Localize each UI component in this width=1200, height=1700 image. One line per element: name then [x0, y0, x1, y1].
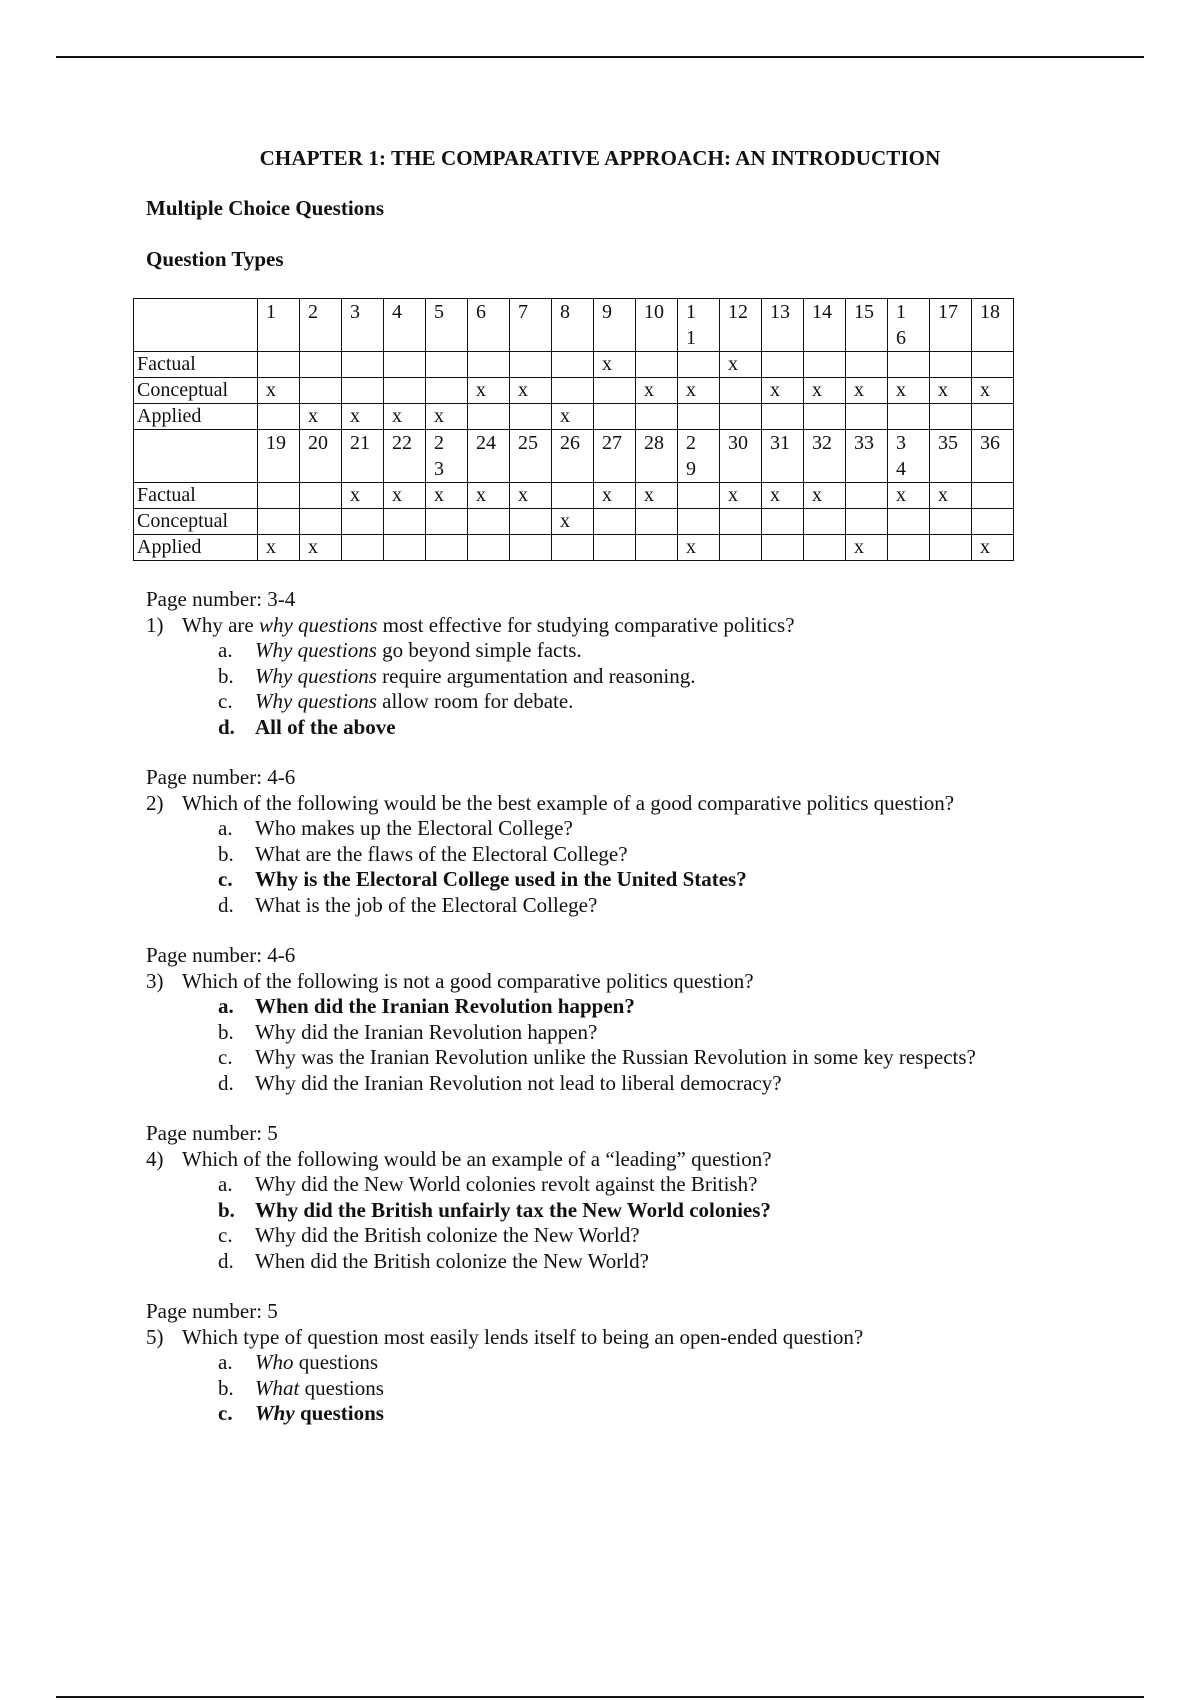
answer-option-correct: c. Why is the Electoral College used in the United States? [218, 867, 747, 891]
mark-cell: x [804, 483, 846, 509]
question-number-cell [720, 299, 762, 352]
question-block [146, 1121, 1146, 1274]
question-block [146, 765, 1146, 918]
mark-cell [300, 509, 342, 535]
answer-option-correct: a. When did the Iranian Revolution happen? [218, 994, 635, 1018]
question-number-cell [846, 299, 888, 352]
option-letter: a. [218, 1172, 233, 1196]
mark-cell: x [468, 378, 510, 404]
question-number-cell [384, 430, 426, 483]
question-number: 9 [686, 458, 696, 480]
question-number-cell [426, 299, 468, 352]
table-row [134, 483, 1014, 509]
question-number: 5 [434, 301, 444, 323]
mark-cell [594, 378, 636, 404]
mark-cell: x [678, 378, 720, 404]
table-row [134, 404, 1014, 430]
question-number-cell [972, 430, 1014, 483]
question-number-cell [762, 430, 804, 483]
mark-cell [552, 352, 594, 378]
mark-cell [258, 352, 300, 378]
option-letter: c. [218, 1223, 233, 1247]
question-number: 9 [602, 301, 612, 323]
question-number-cell [594, 430, 636, 483]
question-number: 32 [812, 432, 832, 454]
mark-cell [972, 404, 1014, 430]
question-number: 27 [602, 432, 622, 454]
answer-option: a. Who makes up the Electoral College? [218, 816, 573, 840]
question-number-cell [888, 430, 930, 483]
question-number: 3 [434, 458, 444, 480]
mark-cell: x [846, 535, 888, 561]
mark-cell [510, 509, 552, 535]
mark-cell [678, 483, 720, 509]
question-text: 5) Which type of question most easily lends itself to being an open-ended question? [146, 1324, 864, 1349]
question-number-cell [930, 299, 972, 352]
question-number: 2 [308, 301, 318, 323]
mark-cell [426, 352, 468, 378]
mark-cell [972, 509, 1014, 535]
section-heading-multiple-choice: Multiple Choice Questions [146, 196, 385, 220]
mark-cell [510, 352, 552, 378]
mark-cell: x [888, 378, 930, 404]
mark-cell: x [636, 483, 678, 509]
mark-cell: x [594, 352, 636, 378]
question-number-cell [678, 430, 720, 483]
option-letter: d. [218, 1248, 234, 1273]
mark-cell [762, 404, 804, 430]
mark-cell [720, 535, 762, 561]
mark-cell: x [762, 378, 804, 404]
option-letter: c. [218, 867, 233, 891]
mark-cell: x [972, 378, 1014, 404]
question-number-cell [846, 430, 888, 483]
question-number-cell [384, 299, 426, 352]
table-row [134, 509, 1014, 535]
option-letter: b. [218, 663, 234, 688]
question-block [146, 587, 1146, 740]
question-number-cell [678, 299, 720, 352]
question-number: 28 [644, 432, 664, 454]
mark-cell [804, 404, 846, 430]
option-letter: c. [218, 1045, 233, 1069]
mark-cell [720, 509, 762, 535]
bottom-rule [56, 1696, 1144, 1698]
mark-cell [594, 535, 636, 561]
mark-cell [384, 352, 426, 378]
mark-cell [342, 535, 384, 561]
row-label: Factual [134, 352, 258, 378]
chapter-title: CHAPTER 1: THE COMPARATIVE APPROACH: AN INTRODUCTION [259, 146, 941, 170]
mark-cell [426, 509, 468, 535]
question-number-cell [930, 430, 972, 483]
answer-option: d. Why did the Iranian Revolution not lead to liberal democracy? [218, 1070, 782, 1095]
answer-option: b. Why questions require argumentation and reasoning. [218, 663, 696, 688]
row-label: Conceptual [134, 378, 258, 404]
question-number: 33 [854, 432, 874, 454]
mark-cell [594, 509, 636, 535]
question-number: 22 [392, 432, 412, 454]
mark-cell [678, 404, 720, 430]
question-number-cell [510, 299, 552, 352]
mark-cell: x [720, 483, 762, 509]
mark-cell: x [342, 483, 384, 509]
answer-option-correct: b. Why did the British unfairly tax the New World colonies? [218, 1197, 771, 1222]
question-number: 14 [812, 301, 832, 323]
table-row [134, 352, 1014, 378]
mark-cell [384, 535, 426, 561]
option-letter: a. [218, 638, 233, 662]
mark-cell: x [594, 483, 636, 509]
mark-cell [804, 509, 846, 535]
question-text: 1) Why are why questions most effective for studying comparative politics? [146, 612, 795, 637]
question-block [146, 1299, 1146, 1427]
mark-cell [636, 535, 678, 561]
question-number: 2 [686, 432, 696, 454]
mark-cell [888, 404, 930, 430]
question-number: 4 [896, 458, 906, 480]
option-letter: a. [218, 994, 234, 1018]
mark-cell [426, 535, 468, 561]
question-text: 3) Which of the following is not a good comparative politics question? [146, 968, 754, 993]
mark-cell [342, 352, 384, 378]
mark-cell [552, 378, 594, 404]
question-number-cell [468, 430, 510, 483]
mark-cell [804, 535, 846, 561]
question-text: 4) Which of the following would be an example of a “leading” question? [146, 1146, 772, 1171]
question-number: 3 [350, 301, 360, 323]
question-number: 3) [146, 968, 164, 993]
mark-cell [552, 483, 594, 509]
mark-cell [846, 483, 888, 509]
question-number: 7 [518, 301, 528, 323]
table-corner-cell [134, 430, 258, 483]
mark-cell [258, 509, 300, 535]
mark-cell [972, 352, 1014, 378]
table-header-row [134, 430, 1014, 483]
mark-cell: x [426, 404, 468, 430]
mark-cell [762, 535, 804, 561]
question-types-table [133, 298, 1014, 561]
question-number-cell [300, 299, 342, 352]
question-number: 21 [350, 432, 370, 454]
mark-cell [888, 509, 930, 535]
question-number-cell [804, 299, 846, 352]
mark-cell: x [846, 378, 888, 404]
mark-cell [720, 378, 762, 404]
page-number: Page number: 4-6 [146, 943, 296, 967]
mark-cell [510, 404, 552, 430]
questions-list [146, 587, 1146, 1452]
mark-cell: x [384, 404, 426, 430]
option-letter: b. [218, 1019, 234, 1044]
mark-cell [972, 483, 1014, 509]
table-row [134, 535, 1014, 561]
mark-cell: x [930, 378, 972, 404]
question-number: 18 [980, 301, 1000, 323]
question-number-cell [426, 430, 468, 483]
mark-cell [888, 352, 930, 378]
option-letter: c. [218, 1401, 233, 1425]
row-label: Factual [134, 483, 258, 509]
option-letter: b. [218, 1375, 234, 1400]
option-letter: a. [218, 1350, 233, 1374]
question-number-cell [342, 430, 384, 483]
question-number-cell [258, 430, 300, 483]
mark-cell [762, 509, 804, 535]
answer-option: b. Why did the Iranian Revolution happen? [218, 1019, 598, 1044]
answer-option: a. Who questions [218, 1350, 379, 1374]
question-number-cell [468, 299, 510, 352]
mark-cell: x [930, 483, 972, 509]
question-number: 36 [980, 432, 1000, 454]
mark-cell [762, 352, 804, 378]
question-number-cell [552, 430, 594, 483]
top-rule [56, 56, 1144, 58]
mark-cell [300, 378, 342, 404]
question-number: 17 [938, 301, 958, 323]
section-heading-question-types: Question Types [146, 247, 284, 271]
question-number: 1 [686, 327, 696, 349]
mark-cell: x [888, 483, 930, 509]
mark-cell: x [258, 535, 300, 561]
mark-cell [300, 483, 342, 509]
row-label: Conceptual [134, 509, 258, 535]
answer-option: d. What is the job of the Electoral College? [218, 892, 598, 917]
question-text: 2) Which of the following would be the best example of a good comparative politics question? [146, 790, 955, 815]
question-number-cell [552, 299, 594, 352]
answer-option: c. Why did the British colonize the New World? [218, 1223, 640, 1247]
question-number: 4) [146, 1146, 164, 1171]
question-number: 35 [938, 432, 958, 454]
mark-cell: x [426, 483, 468, 509]
question-number: 30 [728, 432, 748, 454]
mark-cell [804, 352, 846, 378]
mark-cell [678, 352, 720, 378]
mark-cell [846, 352, 888, 378]
table-header-row [134, 299, 1014, 352]
mark-cell: x [300, 404, 342, 430]
mark-cell [300, 352, 342, 378]
question-number: 20 [308, 432, 328, 454]
question-number: 8 [560, 301, 570, 323]
mark-cell: x [720, 352, 762, 378]
mark-cell: x [300, 535, 342, 561]
answer-option: c. Why was the Iranian Revolution unlike the Russian Revolution in some key respects? [218, 1045, 976, 1069]
answer-option: a. Why questions go beyond simple facts. [218, 638, 582, 662]
mark-cell [468, 509, 510, 535]
mark-cell: x [384, 483, 426, 509]
mark-cell [468, 352, 510, 378]
mark-cell: x [342, 404, 384, 430]
question-number-cell [762, 299, 804, 352]
page-number: Page number: 3-4 [146, 587, 296, 611]
answer-option: a. Why did the New World colonies revolt against the British? [218, 1172, 758, 1196]
question-number: 5) [146, 1324, 164, 1349]
option-letter: b. [218, 1197, 235, 1222]
mark-cell: x [804, 378, 846, 404]
question-number-cell [342, 299, 384, 352]
question-number: 1) [146, 612, 164, 637]
question-number: 6 [896, 327, 906, 349]
option-letter: a. [218, 816, 233, 840]
mark-cell: x [510, 483, 552, 509]
mark-cell [342, 378, 384, 404]
mark-cell [846, 509, 888, 535]
question-number-cell [636, 299, 678, 352]
question-number: 19 [266, 432, 286, 454]
question-number-cell [510, 430, 552, 483]
question-number: 12 [728, 301, 748, 323]
mark-cell: x [552, 509, 594, 535]
mark-cell [636, 352, 678, 378]
mark-cell: x [552, 404, 594, 430]
question-number: 2 [434, 432, 444, 454]
question-block [146, 943, 1146, 1096]
answer-option: c. Why questions allow room for debate. [218, 689, 574, 713]
question-number: 1 [266, 301, 276, 323]
mark-cell: x [510, 378, 552, 404]
table-row [134, 378, 1014, 404]
question-number-cell [888, 299, 930, 352]
option-letter: d. [218, 1070, 234, 1095]
mark-cell [720, 404, 762, 430]
mark-cell [930, 404, 972, 430]
answer-option-correct: d. All of the above [218, 714, 396, 739]
question-number: 1 [896, 301, 906, 323]
mark-cell [678, 509, 720, 535]
mark-cell: x [636, 378, 678, 404]
question-number-cell [594, 299, 636, 352]
mark-cell [342, 509, 384, 535]
question-number-cell [636, 430, 678, 483]
option-letter: d. [218, 714, 235, 739]
question-number: 13 [770, 301, 790, 323]
mark-cell [384, 378, 426, 404]
question-number: 26 [560, 432, 580, 454]
mark-cell [930, 509, 972, 535]
mark-cell [258, 483, 300, 509]
mark-cell [636, 509, 678, 535]
answer-option: b. What questions [218, 1375, 384, 1400]
option-letter: d. [218, 892, 234, 917]
question-number-cell [720, 430, 762, 483]
question-number-cell [258, 299, 300, 352]
question-number-cell [972, 299, 1014, 352]
question-number-cell [300, 430, 342, 483]
table-corner-cell [134, 299, 258, 352]
mark-cell [594, 404, 636, 430]
question-number: 31 [770, 432, 790, 454]
question-number: 10 [644, 301, 664, 323]
mark-cell [468, 404, 510, 430]
mark-cell [468, 535, 510, 561]
option-letter: c. [218, 689, 233, 713]
question-number: 24 [476, 432, 496, 454]
row-label: Applied [134, 535, 258, 561]
mark-cell [384, 509, 426, 535]
mark-cell: x [258, 378, 300, 404]
mark-cell: x [972, 535, 1014, 561]
mark-cell: x [762, 483, 804, 509]
mark-cell [636, 404, 678, 430]
page-number: Page number: 5 [146, 1299, 278, 1323]
row-label: Applied [134, 404, 258, 430]
question-number: 1 [686, 301, 696, 323]
question-number-cell [804, 430, 846, 483]
mark-cell [930, 535, 972, 561]
mark-cell: x [468, 483, 510, 509]
mark-cell [552, 535, 594, 561]
mark-cell [888, 535, 930, 561]
option-letter: b. [218, 841, 234, 866]
page-number: Page number: 4-6 [146, 765, 296, 789]
question-number: 2) [146, 790, 164, 815]
mark-cell [258, 404, 300, 430]
mark-cell [510, 535, 552, 561]
question-number: 25 [518, 432, 538, 454]
answer-option: b. What are the flaws of the Electoral College? [218, 841, 628, 866]
page-number: Page number: 5 [146, 1121, 278, 1145]
mark-cell [846, 404, 888, 430]
answer-option-correct: c. Why questions [218, 1401, 384, 1425]
mark-cell [426, 378, 468, 404]
question-number: 15 [854, 301, 874, 323]
answer-option: d. When did the British colonize the New World? [218, 1248, 649, 1273]
question-number: 4 [392, 301, 402, 323]
mark-cell [930, 352, 972, 378]
mark-cell: x [678, 535, 720, 561]
question-number: 6 [476, 301, 486, 323]
question-number: 3 [896, 432, 906, 454]
